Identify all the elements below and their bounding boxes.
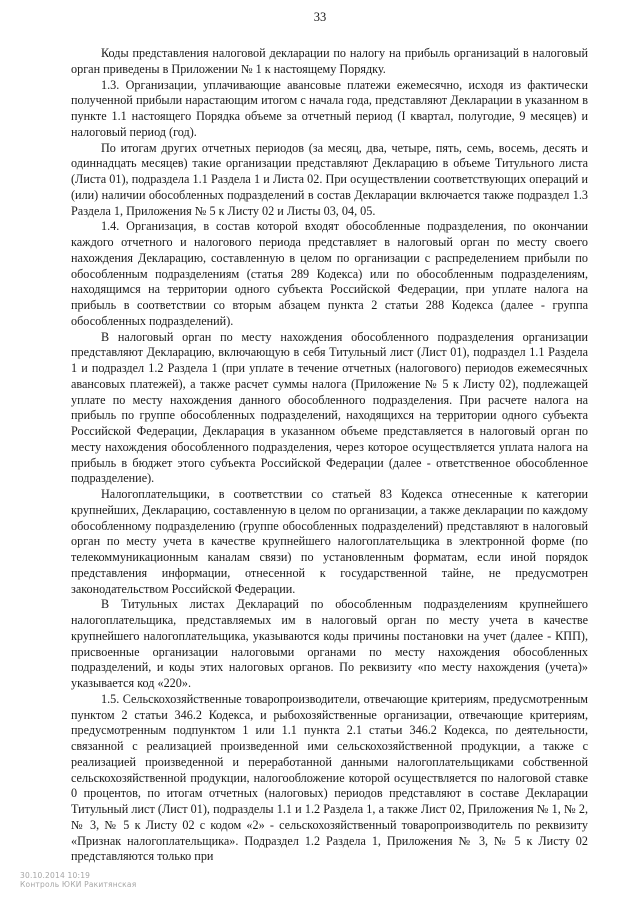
stamp-line: 30.10.2014 10:19: [20, 871, 91, 880]
print-stamp: [20, 871, 136, 889]
paragraph: В Титульных листах Деклараций по обособленным подразделениям крупнейшего налогоплательщика, представляемых им в налоговый орган по месту учета в качестве крупнейшего налогоплательщика, указываются коды причины постановки на учет (далее - КПП), присвоенные организации налоговыми органами по месту нахождения обособленных подразделений, и коды этих налоговых органов. По реквизиту «по месту нахождения (учета)» указывается код «220».: [71, 597, 588, 690]
stamp-line: Контроль ЮКИ Ракитянская: [20, 880, 137, 889]
paragraph: Налогоплательщики, в соответствии со статьей 83 Кодекса отнесенные к категории крупнейших, Декларацию, составленную в целом по организации, а также декларации по каждому обособленному подразделению (группе обособленных подразделений) представляют в налоговый орган по месту учета в качестве крупнейшего налогоплательщика в электронной форме (по телекоммуникационным каналам связи) по установленным форматам, если иной порядок представления информации, отнесенной к государственной тайне, не предусмотрен законодательством Российской Федерации.: [71, 487, 588, 596]
paragraph: Коды представления налоговой декларации по налогу на прибыль организаций в налоговый орган приведены в Приложении № 1 к настоящему Порядку.: [71, 46, 588, 76]
paragraph: 1.4. Организация, в состав которой входят обособленные подразделения, по окончании каждого отчетного и налогового периода представляет в налоговый орган по месту своего нахождения Декларацию, составленную в целом по организации с распределением прибыли по обособленным подразделениям (статья 289 Кодекса) или по обособленным подразделениям, находящимся на территории одного субъекта Российской Федерации, при уплате налога на прибыль в соответствии со вторым абзацем пункта 2 статьи 288 Кодекса (далее - группа обособленных подразделений).: [71, 219, 588, 328]
paragraph: В налоговый орган по месту нахождения обособленного подразделения организации представляют Декларацию, включающую в себя Титульный лист (Лист 01), подраздел 1.1 Раздела 1 и подраздел 1.2 Раздела 1 (при уплате в течение отчетных (налогового) периодов ежемесячных авансовых платежей), а также расчет суммы налога (Приложение № 5 к Листу 02), подлежащей уплате по месту нахождения данного обособленного подразделения. При расчете налога на прибыль по группе обособленных подразделений, находящихся на территории одного субъекта Российской Федерации, Декларация в указанном объеме представляется в налоговый орган по месту нахождения обособленного подразделения, через которое осуществляется уплата налога на прибыль в бюджет этого субъекта Российской Федерации (далее - ответственное обособленное подразделение).: [71, 329, 588, 486]
paragraph: 1.5. Сельскохозяйственные товаропроизводители, отвечающие критериям, предусмотренным пунктом 2 статьи 346.2 Кодекса, и рыбохозяйственные организации, отвечающие критериям, предусмотренным подпунктом 1 или 1.1 пункта 2.1 статьи 346.2 Кодекса, по деятельности, связанной с реализацией произведенной ими сельскохозяйственной продукции, а также с реализацией произведенной и переработанной данными налогоплательщиками собственной сельскохозяйственной продукции, налогообложение которой осуществляется по налоговой ставке 0 процентов, по итогам отчетных (налоговых) периодов представляют в составе Декларации Титульный лист (Лист 01), подразделы 1.1 и 1.2 Раздела 1, а также Лист 02, Приложения № 1, № 2, № 3, № 5 к Листу 02 с кодом «2» - сельскохозяйственный товаропроизводитель по реквизиту «Признак налогоплательщика». Подраздел 1.2 Раздела 1, Приложения № 3, № 5 к Листу 02 представляются только при: [71, 691, 588, 864]
paragraph: По итогам других отчетных периодов (за месяц, два, четыре, пять, семь, восемь, десять и одиннадцать месяцев) такие организации представляют Декларацию в объеме Титульного листа (Листа 01), подраздела 1.1 Раздела 1 и Листа 02. При осуществлении соответствующих операций и (или) наличии обособленных подразделений в состав Декларации включается также подраздел 1.3 Раздела 1, Приложения № 5 к Листу 02 и Листы 03, 04, 05.: [71, 140, 588, 218]
page-number: 33: [313, 10, 327, 24]
paragraph: 1.3. Организации, уплачивающие авансовые платежи ежемесячно, исходя из фактически полученной прибыли нарастающим итогом с начала года, представляют Декларации в указанном в пункте 1.1 настоящего Порядка объеме за отчетный период (I квартал, полугодие, 9 месяцев) и налоговый период (год).: [71, 77, 588, 139]
document-body: [71, 46, 588, 865]
